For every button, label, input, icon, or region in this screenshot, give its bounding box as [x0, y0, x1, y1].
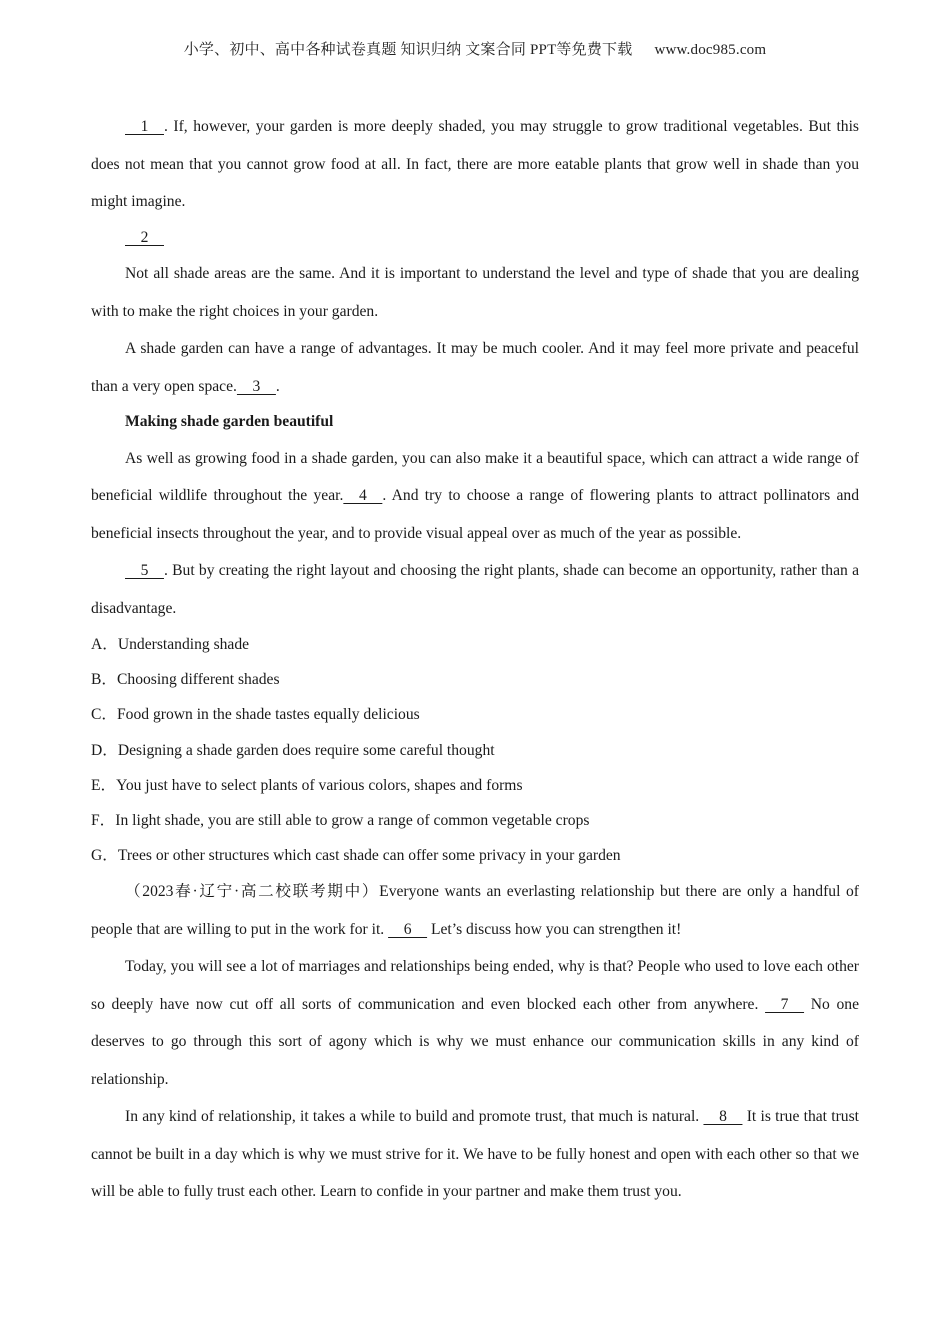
paragraph-9-text-a: In any kind of relationship, it takes a while to build and promote trust, that much is natural. [125, 1108, 704, 1126]
paragraph-4 [91, 330, 859, 405]
option-b: B．Choosing different shades [91, 671, 280, 689]
paragraph-4-end: . [275, 377, 280, 395]
blank-5: 5 [125, 562, 164, 579]
paragraph-5-text-b: . And try to choose a range of flowering plants to attract pollinators and beneficial insects throughout the year, and to provide visual appeal over as much of the year as possible. [91, 487, 860, 542]
option-c: C．Food grown in the shade tastes equally delicious [91, 706, 420, 724]
paragraph-6-text: . But by creating the right layout and choosing the right plants, shade can become an opportunity, rather than a disadvantage. [91, 562, 859, 617]
paragraph-6 [91, 552, 859, 627]
paragraph-8-text-b: No one deserves to go through this sort of agony which is why we must enhance our communication skills in any kind of relationship. [91, 995, 859, 1088]
option-e: E．You just have to select plants of various colors, shapes and forms [91, 776, 523, 794]
blank-2: 2 [125, 228, 164, 246]
paragraph-7 [91, 873, 859, 948]
paragraph-8-text-a: Today, you will see a lot of marriages and relationships being ended, why is that? People who used to love each other so deeply have now cut off all sorts of communication and even blocked each other from anywhere. [91, 958, 859, 1013]
blank-3: 3 [236, 377, 276, 395]
paragraph-3: Not all shade areas are the same. And it is important to understand the level and type of shade that you are dealing with to make the right choices in your garden. [91, 265, 859, 320]
paragraph-1 [91, 108, 859, 221]
page-header [0, 38, 950, 59]
header-site: www.doc985.com [654, 42, 767, 58]
document-body [91, 108, 859, 1211]
paragraph-7-text-a: （2023春·辽宁·高二校联考期中）Everyone wants an everlasting relationship but there are only a handful of people that are willing to put in the work for it. [91, 883, 859, 938]
paragraph-1-text: . If, however, your garden is more deeply shaded, you may struggle to grow traditional vegetables. But this does not mean that you cannot grow food at all. In fact, there are more eatable plants that grow well in shade than you might imagine. [91, 118, 859, 210]
paragraph-2 [91, 221, 859, 256]
blank-4: 4 [343, 487, 383, 504]
section-heading: Making shade garden beautiful [125, 413, 334, 430]
paragraph-9-text-b: It is true that trust cannot be built in a day which is why we must strive for it. We have to be fully honest and open with each other so that we will be able to fully trust each other. Learn to confide in your partner and make them trust you. [91, 1108, 859, 1201]
paragraph-8 [91, 948, 859, 1098]
header-title: 小学、初中、高中各种试卷真题 知识归纳 文案合同 PPT等免费下载 [183, 42, 633, 58]
blank-8: 8 [703, 1108, 743, 1126]
blank-7: 7 [765, 995, 805, 1013]
option-d: D．Designing a shade garden does require some careful thought [91, 741, 495, 759]
option-g: G．Trees or other structures which cast shade can offer some privacy in your garden [91, 847, 621, 865]
option-f: F．In light shade, you are still able to grow a range of common vegetable crops [91, 812, 590, 830]
paragraph-9 [91, 1098, 859, 1211]
paragraph-7-text-b: Let’s discuss how you can strengthen it! [427, 920, 682, 938]
paragraph-5-text-a: As well as growing food in a shade garden, you can also make it a beautiful space, which can attract a wide range of beneficial wildlife throughout the year. [91, 449, 859, 504]
paragraph-4-text: A shade garden can have a range of advantages. It may be much cooler. And it may feel more private and peaceful than a very open space. [91, 340, 859, 395]
blank-6: 6 [388, 920, 428, 938]
paragraph-5 [91, 440, 859, 553]
option-a: A．Understanding shade [91, 636, 250, 653]
blank-1: 1 [125, 118, 164, 135]
